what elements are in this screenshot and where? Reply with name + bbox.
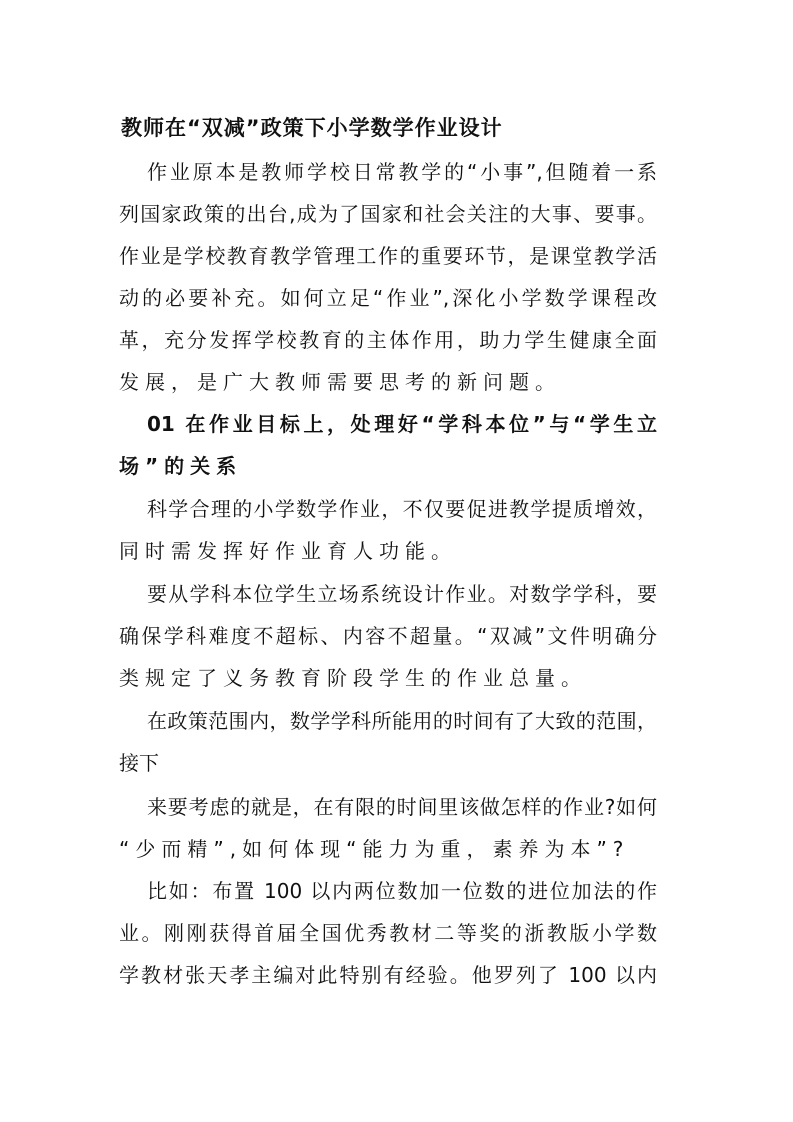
document-title: 教师在“双减”政策下小学数学作业设计 (121, 116, 503, 140)
paragraph-line: “少而精”,如何体现“能力为重，素养为本”? (119, 837, 630, 861)
paragraph-line: 作业是学校教育教学管理工作的重要环节，是课堂教学活 (119, 244, 657, 268)
section-heading-line: 01 在作业目标上，处理好“学科本位”与“学生立 (147, 412, 657, 436)
paragraph-line: 类规定了义务教育阶段学生的作业总量。 (119, 666, 587, 690)
paragraph-line: 学教材张天孝主编对此特别有经验。他罗列了 100 以内 (119, 963, 657, 987)
paragraph-line: 比如：布置 100 以内两位数加一位数的进位加法的作 (147, 879, 657, 903)
paragraph-line: 科学合理的小学数学作业，不仅要促进教学提质增效， (147, 497, 657, 521)
paragraph-line: 确保学科难度不超标、内容不超量。“双减”文件明确分 (119, 624, 657, 648)
paragraph-line: 同时需发挥好作业育人功能。 (119, 539, 457, 563)
paragraph-line: 来要考虑的就是，在有限的时间里该做怎样的作业?如何 (147, 795, 657, 819)
paragraph-line: 要从学科本位学生立场系统设计作业。对数学学科，要 (147, 582, 657, 606)
paragraph-line: 革，充分发挥学校教育的主体作用，助力学生健康全面 (119, 328, 657, 352)
paragraph-line: 列国家政策的出台,成为了国家和社会关注的大事、要事。 (119, 202, 657, 226)
paragraph-line: 在政策范围内，数学学科所能用的时间有了大致的范围， (147, 709, 657, 733)
paragraph-line: 发展，是广大教师需要思考的新问题。 (119, 370, 561, 394)
paragraph-line: 业。刚刚获得首届全国优秀教材二等奖的浙教版小学数 (119, 921, 657, 945)
paragraph-line: 动的必要补充。如何立足“作业”,深化小学数学课程改 (119, 286, 657, 310)
paragraph-line: 作业原本是教师学校日常教学的“小事”,但随着一系 (147, 160, 657, 184)
section-heading-line: 场”的关系 (119, 454, 243, 478)
paragraph-line: 接下 (119, 751, 159, 775)
